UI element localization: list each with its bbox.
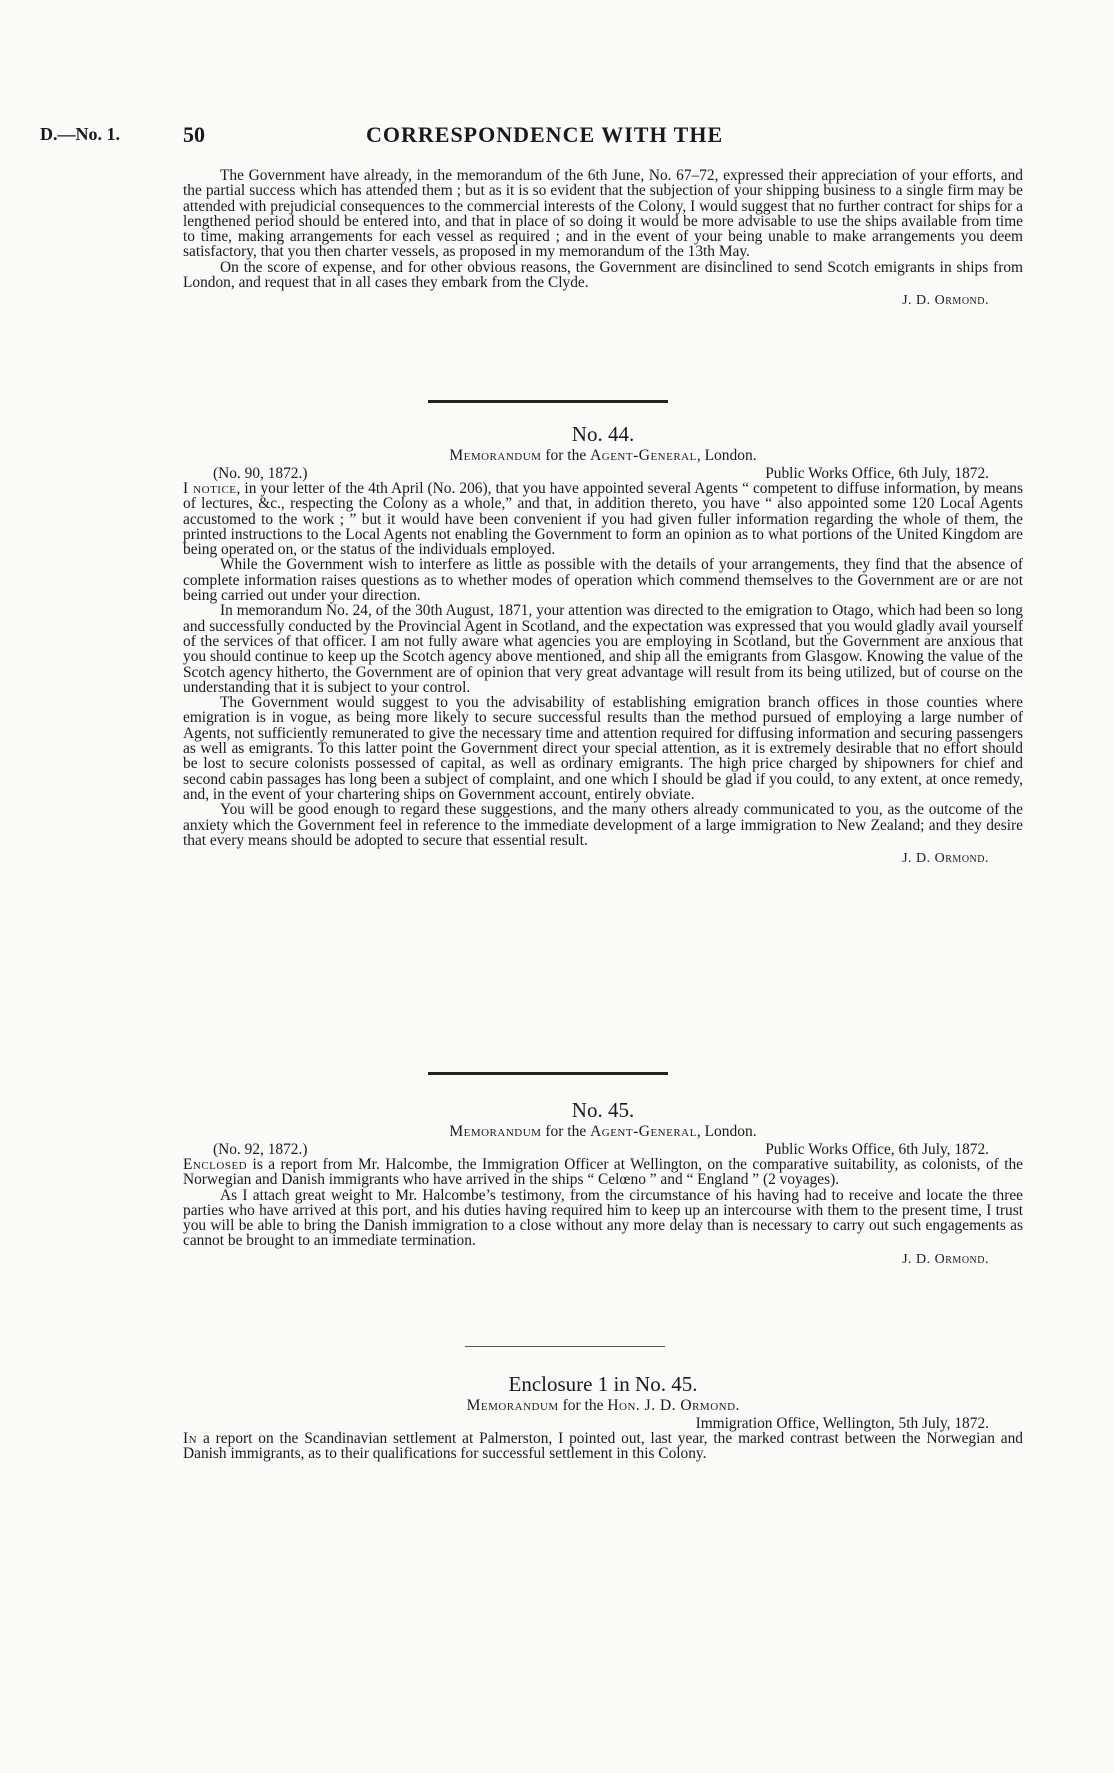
memo-place-date: Public Works Office, 6th July, 1872. [765,1141,989,1158]
paragraph: In memorandum No. 24, of the 30th August, 1871, your attention was directed to the emigration to Otago, which had been so long and successfully conducted by the Provincial Agent in Scotland, and the expectation was expressed that you would gladly avail yourself of the services of that officer. I am not fully aware what agencies you are employing in Scotland, but the Government are anxious that you should continue to keep up the Scotch agency above mentioned, and ship all the emigrants from Glasgow. Knowing the value of the Scotch agency hitherto, the Government are of opinion that very great advantage will result from its being utilized, but of course on the understanding that it is subject to your control. [183,602,1023,696]
section-divider [465,1346,665,1347]
page-header [0,122,1114,150]
paragraph: I notice, in your letter of the 4th April (No. 206), that you have appointed several Agents “ competent to diffuse information, by means of lectures, &c., respecting the Colony as a whole,” and that, in addition thereto, you have “ also appointed some 120 Local Agents accustomed to the work ; ” but it would have been convenient if you had given fuller information regarding the whole of them, the printed instructions to the Local Agents not enabling the Government to form an opinion as to what portions of the United Kingdom are being operated on, or the status of the individuals employed. [183,480,1023,559]
paragraph: As I attach great weight to Mr. Halcombe’s testimony, from the circumstance of his having had to receive and locate the three parties who have arrived at this port, and his duties having required him to keep up an intercourse with them to the present time, I trust you will be able to bring the Danish immigration to a close without any more delay than is necessary to carry out such engagements as cannot be brought to an immediate termination. [183,1186,1023,1250]
paragraph: You will be good enough to regard these suggestions, and the many others already communicated to you, as the outcome of the anxiety which the Government feel in reference to the immediate development of a large immigration to New Zealand; and they desire that every means should be adopted to secure that essential result. [183,801,1023,849]
memo-number: No. 44. [571,422,635,446]
signature: J. D. Ormond. [902,851,989,867]
enclosure-title: Enclosure 1 in No. 45. [508,1372,698,1396]
memo-subtitle: Memorandum for the Agent-General, London. [449,447,757,464]
memo-place-date: Public Works Office, 6th July, 1872. [765,465,989,482]
memo-ref-line [183,1141,1023,1157]
paragraph: While the Government wish to interfere as little as possible with the details of your arrangements, they find that the absence of complete information raises questions as to whether modes of operation which commend themselves to the Government are or are not being carried out under your direction. [183,556,1023,605]
memo-ref: (No. 90, 1872.) [213,465,308,482]
memo-ref-line [183,465,1023,481]
paragraph: On the score of expense, and for other obvious reasons, the Government are disinclined to send Scotch emigrants in ships from London, and request that in all cases they embark from the Clyde. [183,258,1023,292]
intro-section [183,168,1023,309]
page-number: 50 [183,122,205,147]
section-divider [428,400,668,403]
paragraph: The Government would suggest to you the advisability of establishing emigration branch offices in those counties where emigration is in vogue, as being more likely to secure successful results than the method pursued of employing a large number of Agents, not sufficiently remunerated to give the necessary time and attention required for diffusing information and securing passengers as well as emigrants. To this latter point the Government direct your special attention, as it is extremely desirable that no effort should be lost to secure colonists possessed of capital, as well as ordinary emigrants. The high price charged by shipowners for chief and second cabin passages has long been a subject of complaint, and one which I should be glad if you could, to any extent, at once remedy, and, in the event of your chartering ships on Government account, entirely obviate. [183,694,1023,803]
signature: J. D. Ormond. [902,293,989,309]
memo-number: No. 45. [571,1098,635,1122]
enclosure-ref-line [183,1415,1023,1431]
paragraph: The Government have already, in the memorandum of the 6th June, No. 67–72, expressed their appreciation of your efforts, and the partial success which has attended them ; but as it is so evident that the subjection of your shipping business to a single firm may be attended with prejudicial consequences to the commercial interests of the Colony, I would suggest that no further contract for ships for a lengthened period should be entered into, and that in place of so doing it would be more advisable to use the ships available from time to time, making arrangements for each vessel as required ; and in the event of your being unable to make arrangements you deem satisfactory, that you then charter vessels, as proposed in my memorandum of the 13th May. [183,167,1023,261]
memo-45 [183,1098,1023,1268]
paragraph: Enclosed is a report from Mr. Halcombe, the Immigration Officer at Wellington, on the comparative suitability, as colonists, of the Norwegian and Danish immigrants who have arrived in the ships “ Celœno ” and “ England ” (2 voyages). [183,1156,1023,1189]
document-reference: D.—No. 1. [40,124,120,144]
memo-ref: (No. 92, 1872.) [213,1141,308,1158]
enclosure-place-date: Immigration Office, Wellington, 5th July, 1872. [695,1415,989,1432]
memo-44 [183,422,1023,867]
running-title: CORRESPONDENCE WITH THE [366,122,724,147]
paragraph: In a report on the Scandinavian settlement at Palmerston, I pointed out, last year, the marked contrast between the Norwegian and Danish immigrants, as to their qualifications for successful settlement in this Colony. [183,1430,1023,1463]
signature: J. D. Ormond. [902,1251,989,1267]
enclosure-subtitle: Memorandum for the Hon. J. D. Ormond. [466,1397,740,1414]
section-divider [428,1072,668,1075]
enclosure-section [183,1372,1023,1462]
memo-subtitle: Memorandum for the Agent-General, London. [449,1123,757,1140]
